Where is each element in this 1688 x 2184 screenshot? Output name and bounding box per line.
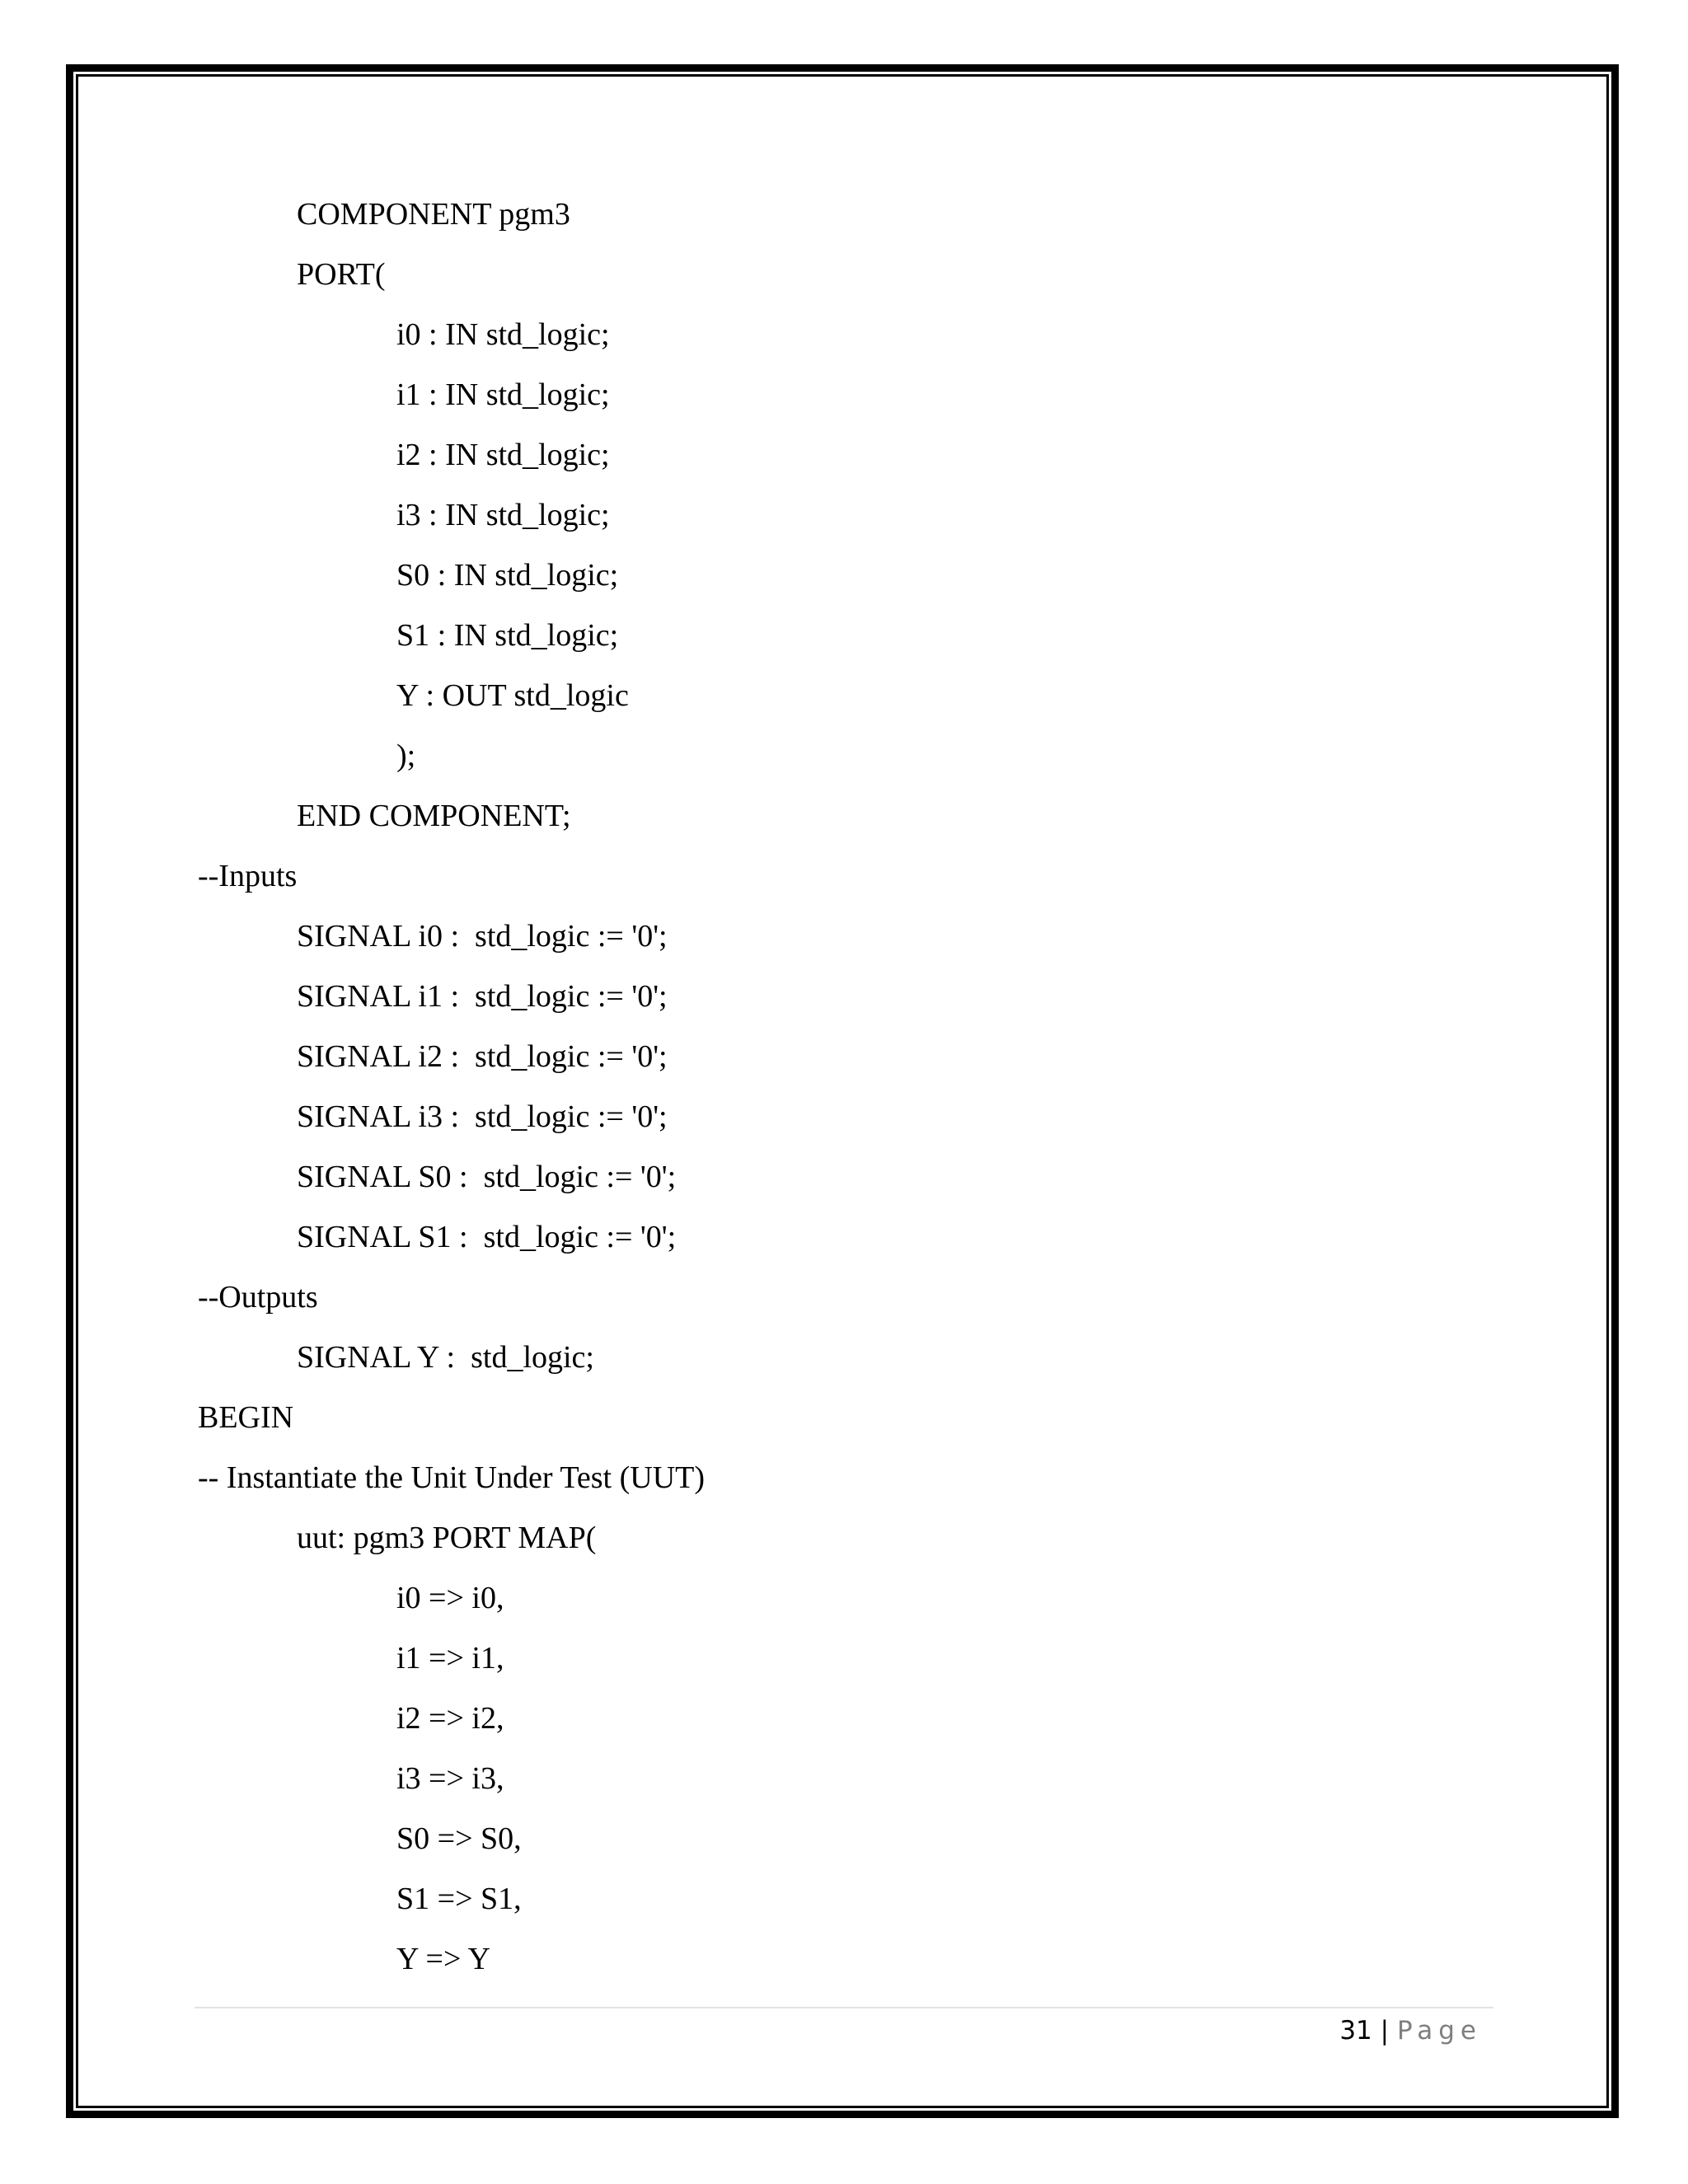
code-line: i1 => i1, <box>396 1641 504 1675</box>
code-line: SIGNAL S1 : std_logic := '0'; <box>297 1220 677 1254</box>
code-line: SIGNAL S0 : std_logic := '0'; <box>297 1160 677 1194</box>
code-comment: --Inputs <box>198 859 298 893</box>
code-line: i1 : IN std_logic; <box>396 377 610 412</box>
code-line: i0 => i0, <box>396 1581 504 1615</box>
code-line: uut: pgm3 PORT MAP( <box>297 1521 597 1555</box>
footer-divider <box>195 2007 1493 2008</box>
code-line: SIGNAL Y : std_logic; <box>297 1340 594 1375</box>
code-line: S1 => S1, <box>396 1882 522 1916</box>
code-line: COMPONENT pgm3 <box>297 197 570 232</box>
page-label: Page <box>1396 2016 1482 2046</box>
code-line: Y : OUT std_logic <box>396 678 629 713</box>
code-line: PORT( <box>297 257 386 292</box>
code-line: SIGNAL i0 : std_logic := '0'; <box>297 919 668 954</box>
footer-separator: | <box>1380 2016 1390 2046</box>
code-line: Y => Y <box>396 1942 490 1976</box>
code-line: END COMPONENT; <box>297 799 571 833</box>
code-line: BEGIN <box>198 1400 294 1435</box>
code-line: i3 => i3, <box>396 1761 504 1796</box>
code-line: SIGNAL i2 : std_logic := '0'; <box>297 1039 668 1074</box>
code-comment: -- Instantiate the Unit Under Test (UUT) <box>198 1460 706 1495</box>
code-line: ); <box>396 738 416 773</box>
code-line: S1 : IN std_logic; <box>396 618 619 653</box>
code-line: i0 : IN std_logic; <box>396 317 610 352</box>
page-number: 31 <box>1339 2016 1372 2046</box>
page-footer <box>1339 2013 1482 2049</box>
code-line: SIGNAL i3 : std_logic := '0'; <box>297 1099 668 1134</box>
code-line: i3 : IN std_logic; <box>396 498 610 532</box>
code-line: SIGNAL i1 : std_logic := '0'; <box>297 979 668 1014</box>
code-line: i2 => i2, <box>396 1701 504 1736</box>
code-line: S0 => S0, <box>396 1821 522 1856</box>
code-comment: --Outputs <box>198 1280 318 1315</box>
code-line: i2 : IN std_logic; <box>396 438 610 472</box>
code-line: S0 : IN std_logic; <box>396 558 619 593</box>
